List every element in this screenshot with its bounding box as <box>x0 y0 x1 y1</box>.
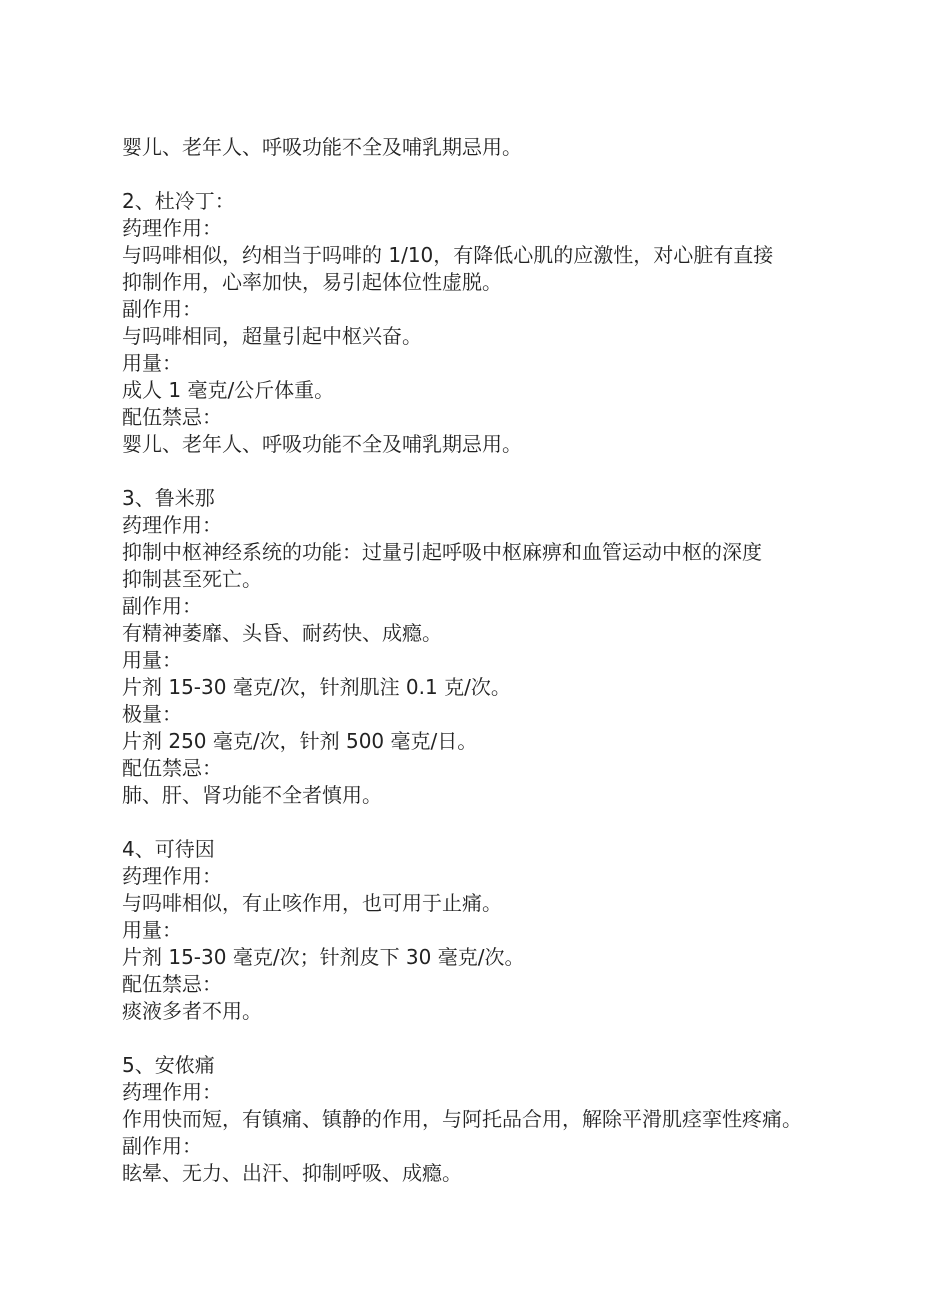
side-effect-text: 眩晕、无力、出汗、抑制呼吸、成瘾。 <box>122 1161 462 1185</box>
intro-contraindication: 婴儿、老年人、呼吸功能不全及哺乳期忌用。 <box>122 135 522 159</box>
dosage-text: 成人 1 毫克/公斤体重。 <box>122 378 335 402</box>
pharmacology-label: 药理作用： <box>122 216 222 240</box>
pharmacology-text: 抑制甚至死亡。 <box>122 567 262 591</box>
pharmacology-text: 作用快而短，有镇痛、镇静的作用，与阿托品合用，解除平滑肌痉挛性疼痛。 <box>122 1107 802 1131</box>
blank-line <box>122 809 852 836</box>
contraindication-text: 肺、肝、肾功能不全者慎用。 <box>122 783 382 807</box>
side-effect-text: 有精神萎靡、头昏、耐药快、成瘾。 <box>122 621 442 645</box>
section-anyitong <box>122 1052 852 1187</box>
section-dolantin <box>122 188 852 458</box>
document-page <box>122 134 852 1187</box>
pharmacology-text: 抑制作用，心率加快，易引起体位性虚脱。 <box>122 270 502 294</box>
section-codeine <box>122 836 852 1025</box>
section-heading: 5、安侬痛 <box>122 1053 215 1077</box>
blank-line <box>122 1025 852 1052</box>
pharmacology-text: 抑制中枢神经系统的功能：过量引起呼吸中枢麻痹和血管运动中枢的深度 <box>122 540 762 564</box>
section-heading: 4、可待因 <box>122 837 215 861</box>
contraindication-text: 痰液多者不用。 <box>122 999 262 1023</box>
side-effect-label: 副作用： <box>122 297 202 321</box>
dosage-text: 片剂 15-30 毫克/次；针剂皮下 30 毫克/次。 <box>122 945 525 969</box>
side-effect-label: 副作用： <box>122 1134 202 1158</box>
section-heading: 3、鲁米那 <box>122 486 215 510</box>
side-effect-label: 副作用： <box>122 594 202 618</box>
pharmacology-label: 药理作用： <box>122 1080 222 1104</box>
dosage-label: 用量： <box>122 918 182 942</box>
section-heading: 2、杜冷丁： <box>122 189 235 213</box>
contraindication-label: 配伍禁忌： <box>122 756 222 780</box>
dosage-text: 片剂 15-30 毫克/次，针剂肌注 0.1 克/次。 <box>122 675 511 699</box>
pharmacology-label: 药理作用： <box>122 513 222 537</box>
pharmacology-text: 与吗啡相似，有止咳作用，也可用于止痛。 <box>122 891 502 915</box>
contraindication-text: 婴儿、老年人、呼吸功能不全及哺乳期忌用。 <box>122 432 522 456</box>
dosage-label: 用量： <box>122 648 182 672</box>
max-dose-label: 极量： <box>122 702 182 726</box>
pharmacology-text: 与吗啡相似，约相当于吗啡的 1/10，有降低心肌的应激性，对心脏有直接 <box>122 243 774 267</box>
dosage-label: 用量： <box>122 351 182 375</box>
blank-line <box>122 161 852 188</box>
contraindication-label: 配伍禁忌： <box>122 405 222 429</box>
section-luminal <box>122 485 852 809</box>
side-effect-text: 与吗啡相同，超量引起中枢兴奋。 <box>122 324 422 348</box>
max-dose-text: 片剂 250 毫克/次，针剂 500 毫克/日。 <box>122 729 478 753</box>
blank-line <box>122 458 852 485</box>
pharmacology-label: 药理作用： <box>122 864 222 888</box>
contraindication-label: 配伍禁忌： <box>122 972 222 996</box>
